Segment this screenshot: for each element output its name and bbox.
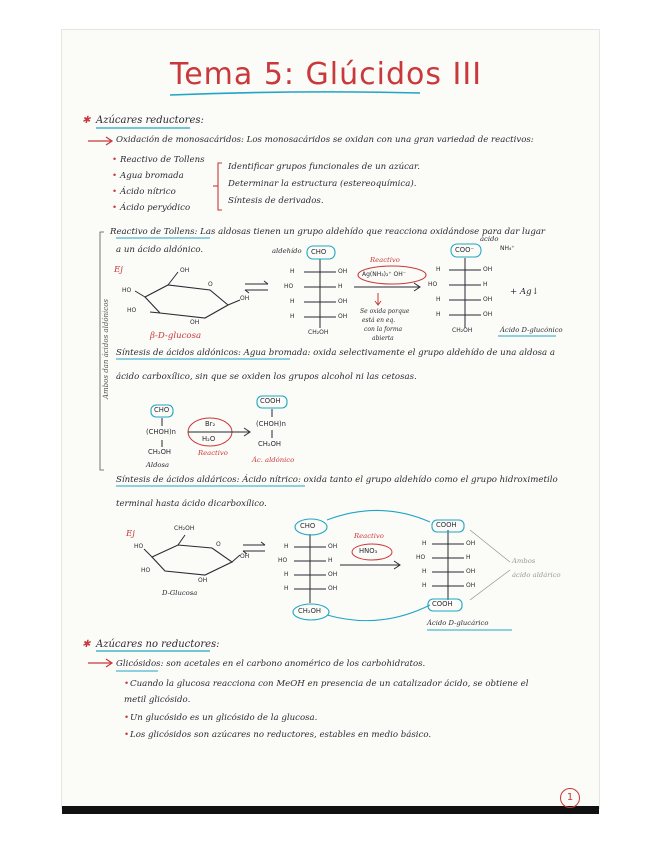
- fischer-h: H: [422, 582, 427, 589]
- fischer-h: H: [284, 585, 289, 592]
- ch2oh-group: CH₂OH: [452, 327, 473, 334]
- tollens-formula: Ag(NH₃)₂⁺ OH⁻: [362, 271, 406, 278]
- bromine-line-2: ácido carboxílico, sin que se oxiden los grupos alcohol ni las cetosas.: [116, 372, 417, 382]
- reagent-bromine: Agua bromada: [120, 171, 184, 181]
- ring-o-label: O: [216, 541, 221, 548]
- fischer-h: H: [284, 571, 289, 578]
- fischer-oh: OH: [483, 311, 493, 318]
- reagent-label: Reactivo: [370, 256, 400, 264]
- nitric-line-1: Síntesis de ácidos aldáricos: Ácido nítrico: oxida tanto el grupo aldehído como el grupo hidroximetilo: [116, 475, 558, 485]
- cho-group: CHO: [311, 248, 327, 256]
- fischer-h: H: [284, 543, 289, 550]
- example-mark: Ej: [126, 529, 135, 539]
- fischer-oh: OH: [466, 540, 476, 547]
- ho-label: HO: [127, 307, 137, 314]
- glycoside-bullet-1-line-2: metil glicósido.: [124, 695, 191, 705]
- acid-label: ácido: [480, 235, 499, 243]
- beta-glucose-label: β-D-glucosa: [150, 331, 202, 341]
- br2-reagent: Br₂: [205, 420, 216, 428]
- aldonic-acid-label: Ác. aldónico: [252, 456, 295, 464]
- example-mark: Ej: [114, 265, 123, 275]
- ho-label: HO: [122, 287, 132, 294]
- ch2oh-group: CH₂OH: [258, 440, 282, 448]
- fischer-h: H: [483, 281, 488, 288]
- fischer-h: H: [436, 266, 441, 273]
- page-title: Tema 5: Glúcidos III: [170, 57, 483, 92]
- reagent-nitric: Ácido nítrico: [120, 187, 176, 197]
- ch2oh-group: CH₂OH: [308, 329, 329, 336]
- open-form-note-2: está en eq.: [362, 317, 396, 324]
- bullet-icon: •: [112, 187, 118, 197]
- ammonium: NH₄⁺: [500, 245, 515, 252]
- sidebar-note: Ambos dan ácidos aldónicos: [102, 298, 111, 400]
- fischer-oh: OH: [466, 568, 476, 575]
- ho-label: HO: [141, 567, 151, 574]
- glucaric-acid-label: Ácido D-glucárico: [427, 619, 489, 627]
- tollens-line-1: Reactivo de Tollens: Las aldosas tienen un grupo aldehído que reacciona oxidándose para dar lugar: [110, 227, 546, 237]
- ch2oh-group: CH₂OH: [148, 448, 172, 456]
- fischer-oh: OH: [483, 266, 493, 273]
- fischer-h: H: [328, 557, 333, 564]
- bullet-icon: •: [112, 155, 118, 165]
- side-note-1: Ambos: [512, 557, 536, 565]
- glycosides-definition: Glicósidos: son acetales en el carbono anomérico de los carbohidratos.: [116, 659, 426, 669]
- fischer-ho: HO: [416, 554, 426, 561]
- bullet-icon: •: [124, 679, 130, 689]
- bromine-line-1: Síntesis de ácidos aldónicos: Agua bromada: oxida selectivamente el grupo aldehído de una aldosa a: [116, 348, 556, 358]
- fischer-h: H: [436, 311, 441, 318]
- heading-nonreducing-sugars: Azúcares no reductores:: [96, 639, 220, 650]
- asterisk-icon: ✱: [82, 115, 91, 126]
- cho-group: CHO: [300, 522, 316, 530]
- fischer-h: H: [466, 554, 471, 561]
- fischer-h: H: [290, 298, 295, 305]
- coo-group: COO⁻: [455, 246, 475, 254]
- gluconic-acid-label: Ácido D-glucónico: [500, 326, 563, 334]
- cooh-group: COOH: [436, 521, 457, 529]
- ch2oh-group: CH₂OH: [174, 525, 195, 532]
- hno3-reagent: HNO₃: [359, 547, 378, 555]
- fischer-oh: OH: [328, 571, 338, 578]
- cho-group: CHO: [154, 406, 170, 414]
- cooh-group: COOH: [260, 397, 281, 405]
- oh-label: OH: [190, 319, 200, 326]
- fischer-ho: HO: [284, 283, 294, 290]
- open-form-note-4: abierta: [372, 335, 394, 342]
- side-note-2: ácido aldárico: [512, 571, 561, 579]
- asterisk-icon: ✱: [82, 639, 91, 650]
- reagent-periodic: Ácido peryódico: [120, 203, 191, 213]
- purpose-3: Síntesis de derivados.: [228, 196, 324, 206]
- fischer-oh: OH: [338, 313, 348, 320]
- aldehyde-label: aldehído: [272, 247, 302, 255]
- heading-reducing-sugars: Azúcares reductores:: [96, 115, 204, 126]
- purpose-1: Identificar grupos funcionales de un azúcar.: [228, 162, 420, 172]
- cooh-group: COOH: [432, 600, 453, 608]
- oh-label: OH: [198, 577, 208, 584]
- glycoside-bullet-2: Un glucósido es un glicósido de la glucosa.: [130, 713, 318, 723]
- fischer-h: H: [422, 540, 427, 547]
- purpose-2: Determinar la estructura (estereoquímica).: [228, 179, 417, 189]
- fischer-h: H: [436, 296, 441, 303]
- glycoside-bullet-1-line-1: Cuando la glucosa reacciona con MeOH en presencia de un catalizador ácido, se obtiene el: [130, 679, 529, 689]
- oh-label: OH: [240, 553, 250, 560]
- page-number: 1: [560, 788, 580, 808]
- fischer-oh: OH: [466, 582, 476, 589]
- reagent-tollens: Reactivo de Tollens: [120, 155, 205, 165]
- fischer-h: H: [290, 268, 295, 275]
- fischer-oh: OH: [338, 298, 348, 305]
- h2o-reagent: H₂O: [202, 435, 216, 443]
- d-glucose-label: D-Glucosa: [162, 589, 198, 597]
- reagent-label: Reactivo: [198, 449, 228, 457]
- fischer-h: H: [290, 313, 295, 320]
- chain-group: (CHOH)n: [146, 428, 176, 436]
- reagent-label: Reactivo: [354, 532, 384, 540]
- tollens-line-2: a un ácido aldónico.: [116, 245, 204, 255]
- silver-byproduct: + Ag↓: [510, 287, 539, 297]
- ring-o-label: O: [208, 281, 213, 288]
- bullet-icon: •: [124, 713, 130, 723]
- ch2oh-group: CH₂OH: [298, 607, 322, 615]
- oh-label: OH: [180, 267, 190, 274]
- ho-label: HO: [134, 543, 144, 550]
- bullet-icon: •: [112, 203, 118, 213]
- bullet-icon: •: [112, 171, 118, 181]
- fischer-ho: HO: [278, 557, 288, 564]
- oh-label: OH: [240, 295, 250, 302]
- fischer-oh: OH: [328, 543, 338, 550]
- fischer-h: H: [422, 568, 427, 575]
- oxidation-intro: Oxidación de monosacáridos: Los monosacáridos se oxidan con una gran variedad de reactivos:: [116, 135, 534, 145]
- open-form-note-3: con la forma: [364, 326, 403, 333]
- fischer-oh: OH: [483, 296, 493, 303]
- fischer-oh: OH: [338, 268, 348, 275]
- open-form-note-1: Se oxida porque: [360, 308, 410, 315]
- fischer-h: H: [338, 283, 343, 290]
- chain-group: (CHOH)n: [256, 420, 286, 428]
- fischer-ho: HO: [428, 281, 438, 288]
- aldose-label: Aldosa: [146, 461, 170, 469]
- nitric-line-2: terminal hasta ácido dicarboxílico.: [116, 499, 267, 509]
- glycoside-bullet-3: Los glicósidos son azúcares no reductores, estables en medio básico.: [130, 730, 432, 740]
- bullet-icon: •: [124, 730, 130, 740]
- fischer-oh: OH: [328, 585, 338, 592]
